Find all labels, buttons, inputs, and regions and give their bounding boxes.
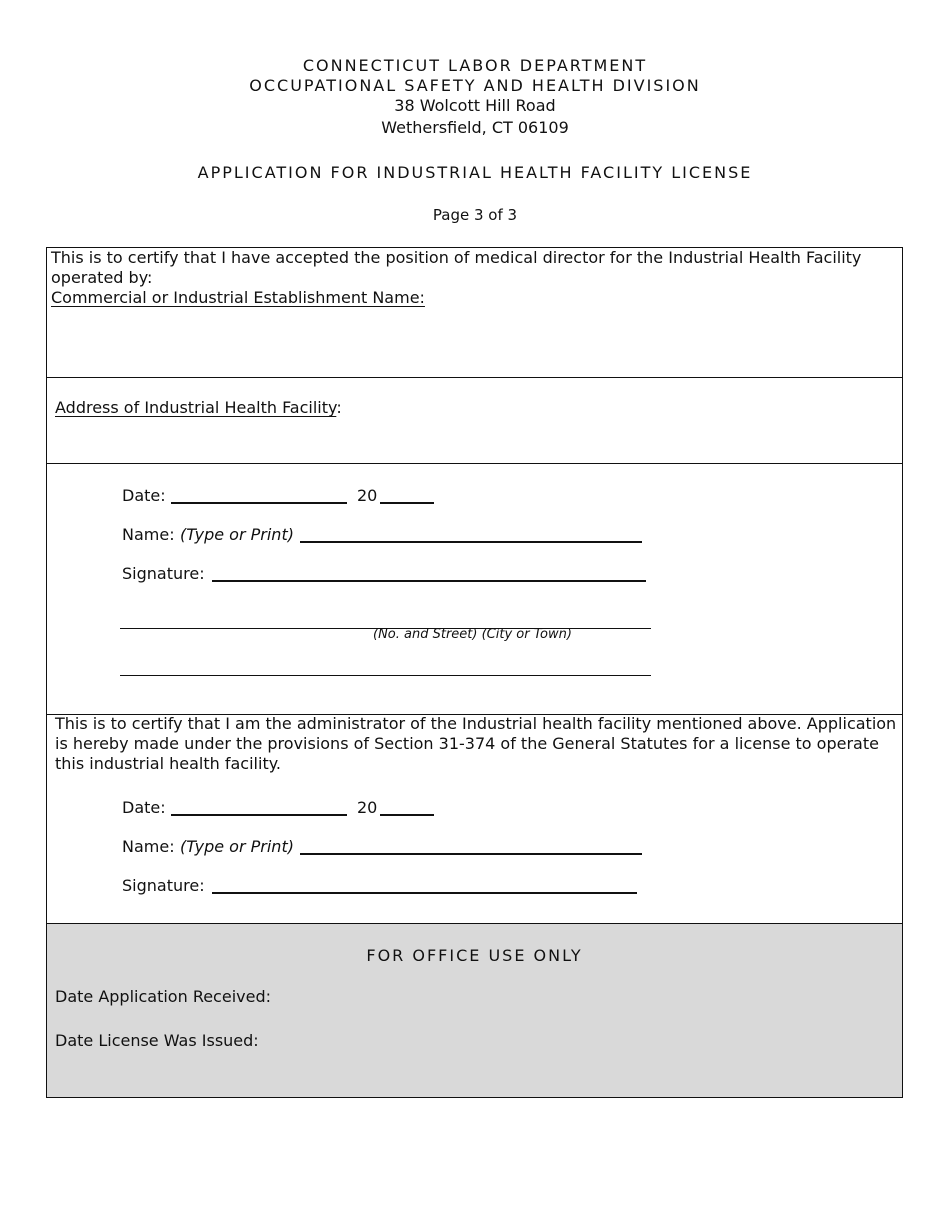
department-name: CONNECTICUT LABOR DEPARTMENT <box>302 56 648 75</box>
date-issued-label: Date License Was Issued: <box>55 1031 259 1050</box>
director-date-label: Date: <box>122 486 166 505</box>
office-use-title: FOR OFFICE USE ONLY <box>366 946 583 965</box>
director-name-label: Name: <box>122 525 175 544</box>
section-director-signature <box>46 463 903 715</box>
address-label: Address of Industrial Health Facility <box>55 398 337 417</box>
page-number: Page 3 of 3 <box>432 206 518 224</box>
administrator-statement: This is to certify that I am the administrator of the Industrial health facility mentioned above. Application is hereby made under the provisions of Section 31-374 of the General Statutes for a license to operate this industrial health facility. <box>55 714 897 773</box>
section-address <box>46 377 903 464</box>
admin-name-hint: (Type or Print) <box>180 837 294 856</box>
director-year-field[interactable] <box>380 502 434 504</box>
admin-year-prefix: 20 <box>357 798 378 817</box>
admin-date-field[interactable] <box>171 814 347 816</box>
city-address: Wethersfield, CT 06109 <box>381 118 569 137</box>
admin-signature-label: Signature: <box>122 876 205 895</box>
director-signature-field[interactable] <box>212 580 646 582</box>
admin-name-label: Name: <box>122 837 175 856</box>
facility-address-field[interactable] <box>55 421 895 457</box>
date-received-label: Date Application Received: <box>55 987 271 1006</box>
establishment-name-label: Commercial or Industrial Establishment Name: <box>51 288 425 307</box>
establishment-name-field[interactable] <box>51 310 897 372</box>
director-signature-label: Signature: <box>122 564 205 583</box>
director-year-prefix: 20 <box>357 486 378 505</box>
street-address: 38 Wolcott Hill Road <box>394 96 556 115</box>
admin-signature-field[interactable] <box>212 892 637 894</box>
director-date-field[interactable] <box>171 502 347 504</box>
medical-director-statement: This is to certify that I have accepted the position of medical director for the Industrial Health Facility operated by: <box>51 248 862 287</box>
admin-date-label: Date: <box>122 798 166 817</box>
division-name: OCCUPATIONAL SAFETY AND HEALTH DIVISION <box>249 76 701 95</box>
admin-year-field[interactable] <box>380 814 434 816</box>
section-medical-director <box>46 247 903 378</box>
director-address-hint: (No. and Street) (City or Town) <box>373 627 572 642</box>
director-name-field[interactable] <box>300 541 642 543</box>
office-use-section <box>46 923 903 1098</box>
director-address-line-2[interactable] <box>120 675 651 676</box>
address-label-row <box>55 398 342 418</box>
address-colon: : <box>336 398 342 417</box>
admin-name-field[interactable] <box>300 853 642 855</box>
director-name-hint: (Type or Print) <box>180 525 294 544</box>
form-title: APPLICATION FOR INDUSTRIAL HEALTH FACILITY LICENSE <box>197 163 753 182</box>
